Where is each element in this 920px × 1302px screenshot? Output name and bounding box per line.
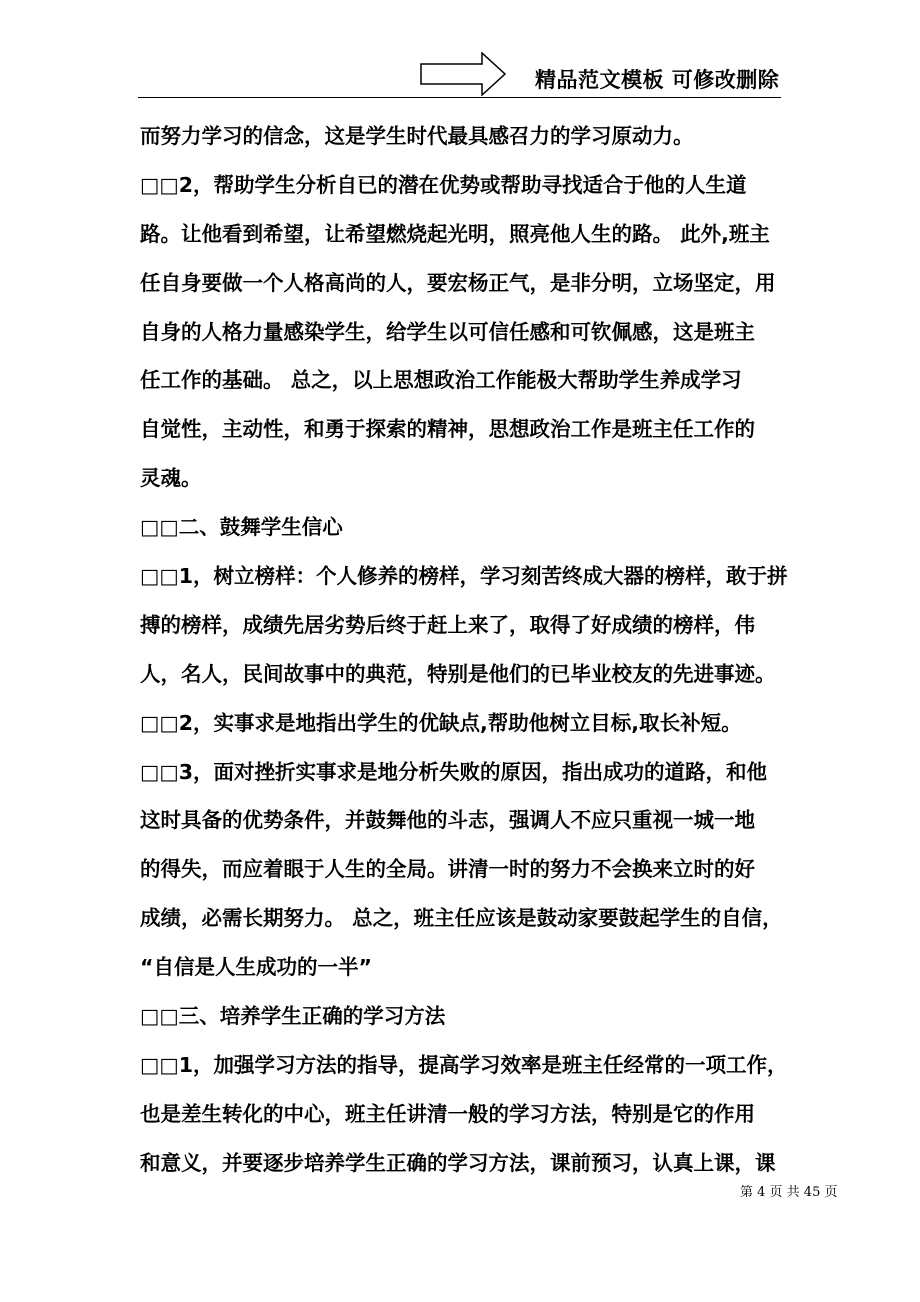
text-line: 这时具备的优势条件，并鼓舞他的斗志，强调人不应只重视一城一地 [140, 808, 755, 833]
section-heading: □□三、培养学生正确的学习方法 [140, 1004, 446, 1029]
text-line: □□1，加强学习方法的指导，提高学习效率是班主任经常的一项工作， [140, 1052, 788, 1077]
header-divider [138, 97, 781, 98]
text-line: 的得失，而应着眼于人生的全局。讲清一时的努力不会换来立时的好 [140, 857, 755, 882]
page-header [0, 0, 920, 100]
text-line: “自信是人生成功的一半” [140, 955, 372, 980]
text-line: 自身的人格力量感染学生，给学生以可信任感和可钦佩感，这是班主 [140, 319, 755, 344]
text-line: 而努力学习的信念，这是学生时代最具感召力的学习原动力。 [140, 124, 694, 148]
text-line: 任工作的基础。 总之，以上思想政治工作能极大帮助学生养成学习 [140, 368, 742, 393]
text-line: 自觉性，主动性，和勇于探索的精神，思想政治工作是班主任工作的 [140, 417, 755, 442]
text-line: □□2，帮助学生分析自已的潜在优势或帮助寻找适合于他的人生道 [140, 172, 747, 197]
page-number: 第 4 页 共 45 页 [740, 1185, 838, 1200]
text-line: 和意义，并要逐步培养学生正确的学习方法，课前预习，认真上课，课 [140, 1150, 776, 1175]
document-body [140, 112, 788, 1188]
text-line: 路。让他看到希望，让希望燃烧起光明，照亮他人生的路。 此外,班主 [140, 221, 770, 246]
header-title: 精品范文模板 可修改删除 [535, 68, 780, 92]
text-line: □□2，实事求是地指出学生的优缺点,帮助他树立目标,取长补短。 [140, 710, 742, 735]
text-line: 人，名人，民间故事中的典范，特别是他们的已毕业校友的先进事迹。 [140, 661, 776, 686]
text-line: 搏的榜样，成绩先居劣势后终于赶上来了，取得了好成绩的榜样，伟 [140, 612, 755, 637]
text-line: □□1，树立榜样：个人修养的榜样，学习刻苦终成大器的榜样，敢于拼 [140, 564, 788, 589]
arrow-right-icon [420, 52, 506, 96]
text-line: 成绩，必需长期努力。 总之，班主任应该是鼓动家要鼓起学生的自信， [140, 906, 783, 931]
section-heading: □□二、鼓舞学生信心 [140, 515, 343, 540]
text-line: 灵魂。 [140, 466, 202, 491]
text-line: 任自身要做一个人格高尚的人，要宏杨正气，是非分明，立场坚定，用 [140, 270, 776, 295]
text-line: □□3，面对挫折实事求是地分析失败的原因，指出成功的道路，和他 [140, 759, 767, 784]
text-line: 也是差生转化的中心，班主任讲清一般的学习方法，特别是它的作用 [140, 1101, 755, 1126]
